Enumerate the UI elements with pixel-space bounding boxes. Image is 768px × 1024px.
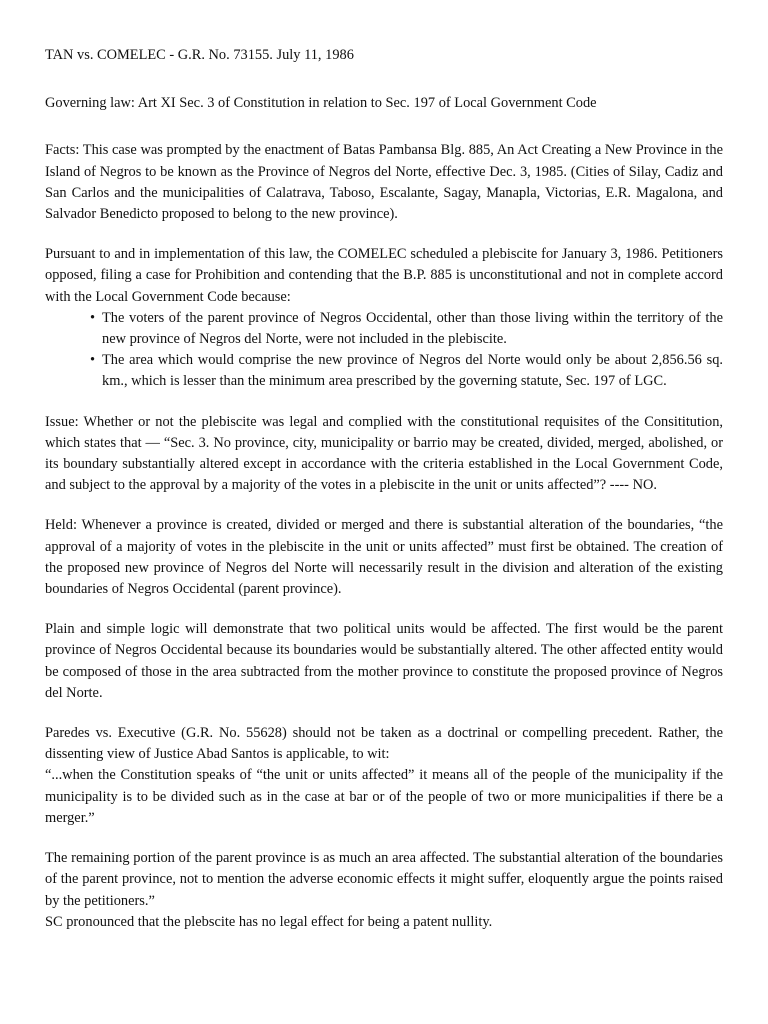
list-item: [45, 308, 723, 350]
facts-paragraph: Facts: This case was prompted by the enactment of Batas Pambansa Blg. 885, An Act Creating a New Province in the Island of Negros to be known as the Province of Negros del Norte, effective Dec. 3, 1985. (Cities of Silay, Cadiz and San Carlos and the municipalities of Calatrava, Taboso, Escalante, Sagay, Manapla, Victorias, E.R. Magalona, and Salvador Benedicto proposed to belong to the new province).: [45, 142, 723, 223]
remaining-portion-paragraph: The remaining portion of the parent province is as much an area affected. The substantial alteration of the boundaries of the parent province, not to mention the adverse economic effects it might suffer, eloquently argue the points raised by the petitioners.”: [45, 850, 723, 909]
case-title: TAN vs. COMELEC - G.R. No. 73155. July 11, 1986: [45, 47, 354, 63]
bullet-icon: •: [90, 309, 96, 326]
conclusion-paragraph: SC pronounced that the plebscite has no legal effect for being a patent nullity.: [45, 913, 493, 930]
list-item-text: The voters of the parent province of Negros Occidental, other than those living within the territory of the new province of Negros del Norte, were not included in the plebiscite.: [102, 309, 723, 348]
issue-paragraph: Issue: Whether or not the plebiscite was legal and complied with the constitutional requisites of the Consititution, which states that — “Sec. 3. No province, city, municipality or barrio may be created, divided, merged, abolished, or its boundary substantially altered except in accordance with the criteria established in the Local Government Code, and subject to the approval by a majority of the votes in a plebiscite in the unit or units affected”? ---- NO.: [45, 413, 723, 494]
document-body: [45, 45, 723, 933]
abad-santos-quote-paragraph: “...when the Constitution speaks of “the unit or units affected” it means all of the people of the municipality if the municipality is to be divided such as in the case at bar or of the people of two or more municipalities if there be a merger.”: [45, 767, 723, 826]
contentions-list: [45, 308, 723, 393]
pursuant-paragraph: Pursuant to and in implementation of this law, the COMELEC scheduled a plebiscite for January 3, 1986. Petitioners opposed, filing a case for Prohibition and contending that the B.P. 885 is unconstitutional and not in complete accord with the Local Government Code because:: [45, 246, 723, 305]
bullet-icon: •: [90, 352, 96, 369]
list-item-text: The area which would comprise the new province of Negros del Norte would only be about 2,856.56 sq. km., which is lesser than the minimum area prescribed by the governing statute, Sec. 197 of LGC.: [102, 352, 723, 390]
list-item: [45, 350, 723, 392]
paredes-paragraph: Paredes vs. Executive (G.R. No. 55628) should not be taken as a doctrinal or compelling precedent. Rather, the dissenting view of Justice Abad Santos is applicable, to wit:: [45, 725, 723, 763]
plain-logic-paragraph: Plain and simple logic will demonstrate that two political units would be affected. The first would be the parent province of Negros Occidental because its boundaries would be substantially altered. The other affected entity would be composed of those in the area subtracted from the mother province to constitute the proposed province of Negros del Norte.: [45, 621, 723, 701]
held-paragraph: Held: Whenever a province is created, divided or merged and there is substantial alteration of the boundaries, “the approval of a majority of votes in the plebiscite in the unit or units affected” must first be obtained. The creation of the proposed new province of Negros del Norte will necessarily result in the division and alteration of the existing boundaries of Negros Occidental (parent province).: [45, 517, 723, 598]
governing-law-paragraph: Governing law: Art XI Sec. 3 of Constitution in relation to Sec. 197 of Local Government Code: [45, 95, 597, 112]
